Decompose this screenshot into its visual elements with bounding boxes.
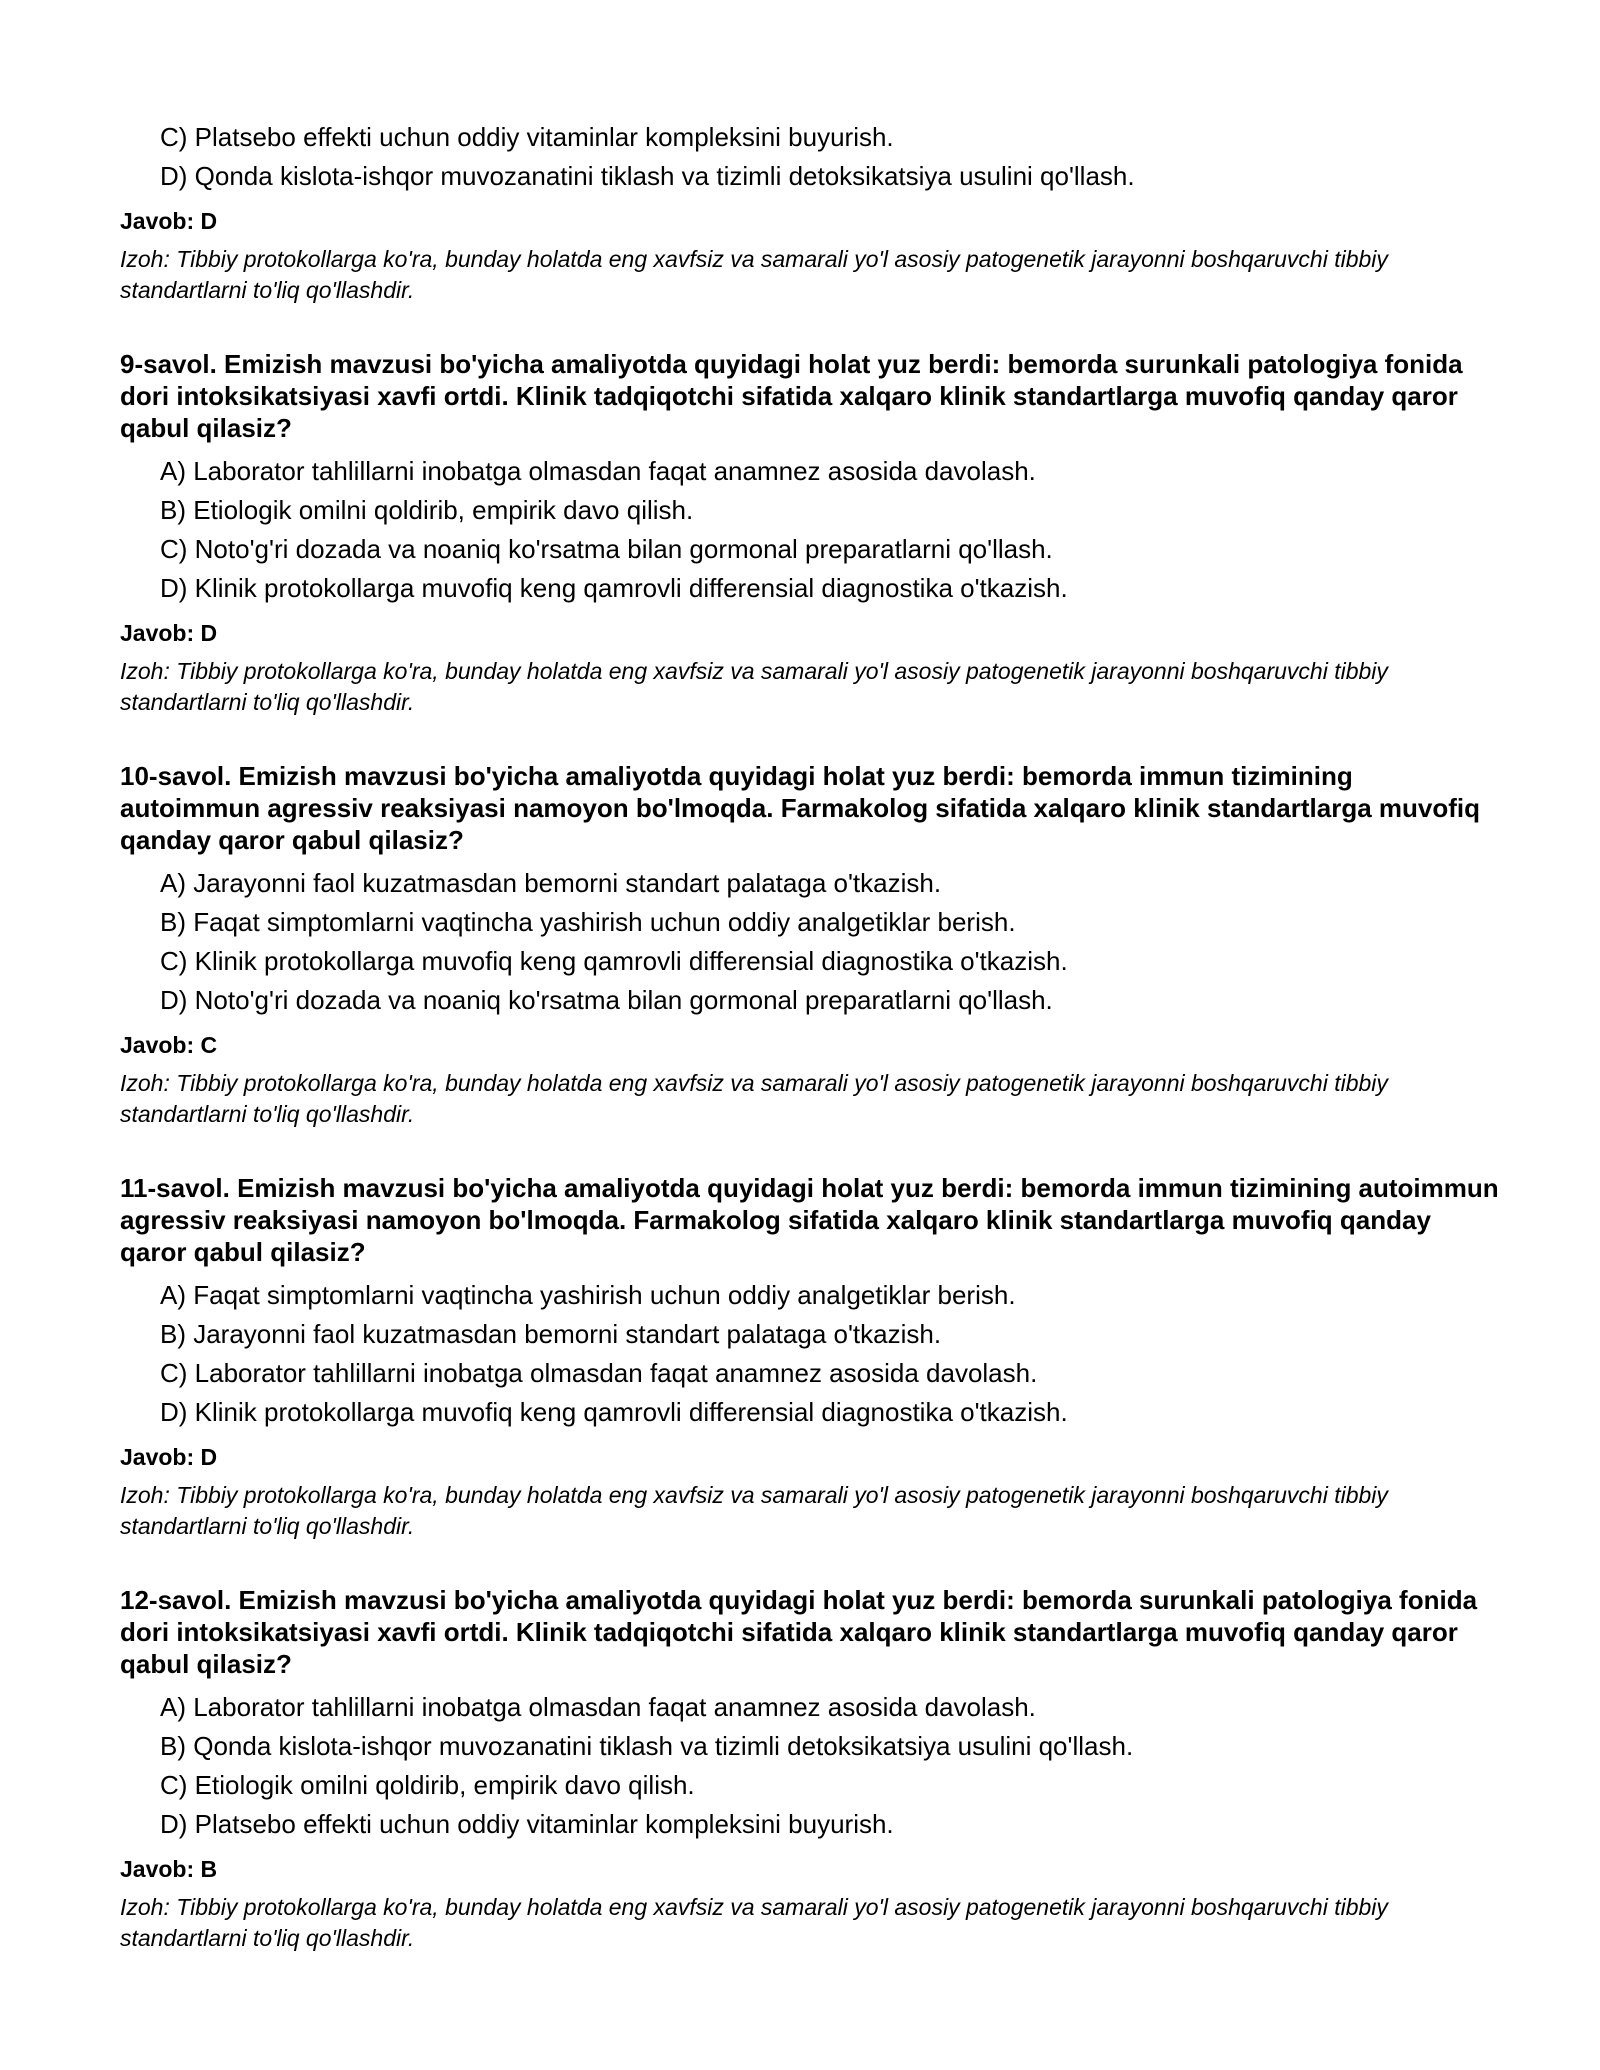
option-b: B) Jarayonni faol kuzatmasdan bemorni standart palataga o'tkazish. xyxy=(160,1319,942,1349)
option-d: D) Noto'g'ri dozada va noaniq ko'rsatma bilan gormonal preparatlarni qo'llash. xyxy=(160,985,1053,1015)
answer-label: Javob: B xyxy=(120,1856,218,1882)
option-c: C) Etiologik omilni qoldirib, empirik davo qilish. xyxy=(160,1770,695,1800)
answer-label: Javob: D xyxy=(120,620,218,646)
option-a: A) Laborator tahlillarni inobatga olmasdan faqat anamnez asosida davolash. xyxy=(160,456,1036,486)
option-b: B) Etiologik omilni qoldirib, empirik davo qilish. xyxy=(160,495,694,525)
question-block-12 xyxy=(120,1584,1500,1954)
option-a: A) Jarayonni faol kuzatmasdan bemorni standart palataga o'tkazish. xyxy=(160,868,942,898)
document-page xyxy=(120,118,1500,1954)
question-text: 9-savol. Emizish mavzusi bo'yicha amaliyotda quyidagi holat yuz berdi: bemorda surunkali patologiya fonida dori intoksikatsiyasi xavfi ortdi. Klinik tadqiqotchi sifatida xalqaro klinik standartlarga muvofiq qanday qaror qabul qilasiz? xyxy=(120,349,1463,443)
option-c: C) Noto'g'ri dozada va noaniq ko'rsatma bilan gormonal preparatlarni qo'llash. xyxy=(160,534,1053,564)
explanation-note: Izoh: Tibbiy protokollarga ko'ra, bunday holatda eng xavfsiz va samarali yo'l asosiy patogenetik jarayonni boshqaruvchi tibbiy standartlarni to'liq qo'llashdir. xyxy=(120,658,1388,715)
question-text: 10-savol. Emizish mavzusi bo'yicha amaliyotda quyidagi holat yuz berdi: bemorda immun tizimining autoimmun agressiv reaksiyasi namoyon bo'lmoqda. Farmakolog sifatida xalqaro klinik standartlarga muvofiq qanday qaror qabul qilasiz? xyxy=(120,761,1481,855)
option-c: C) Platsebo effekti uchun oddiy vitaminlar kompleksini buyurish. xyxy=(160,122,894,152)
explanation-note: Izoh: Tibbiy protokollarga ko'ra, bunday holatda eng xavfsiz va samarali yo'l asosiy patogenetik jarayonni boshqaruvchi tibbiy standartlarni to'liq qo'llashdir. xyxy=(120,246,1388,303)
option-a: A) Laborator tahlillarni inobatga olmasdan faqat anamnez asosida davolash. xyxy=(160,1692,1036,1722)
answer-label: Javob: C xyxy=(120,1032,218,1058)
option-d: D) Klinik protokollarga muvofiq keng qamrovli differensial diagnostika o'tkazish. xyxy=(160,1397,1068,1427)
option-c: C) Laborator tahlillarni inobatga olmasdan faqat anamnez asosida davolash. xyxy=(160,1358,1038,1388)
answer-label: Javob: D xyxy=(120,1444,218,1470)
option-d: D) Qonda kislota-ishqor muvozanatini tiklash va tizimli detoksikatsiya usulini qo'llash. xyxy=(160,161,1135,191)
explanation-note: Izoh: Tibbiy protokollarga ko'ra, bunday holatda eng xavfsiz va samarali yo'l asosiy patogenetik jarayonni boshqaruvchi tibbiy standartlarni to'liq qo'llashdir. xyxy=(120,1070,1388,1127)
option-a: A) Faqat simptomlarni vaqtincha yashirish uchun oddiy analgetiklar berish. xyxy=(160,1280,1016,1310)
question-text: 12-savol. Emizish mavzusi bo'yicha amaliyotda quyidagi holat yuz berdi: bemorda surunkali patologiya fonida dori intoksikatsiyasi xavfi ortdi. Klinik tadqiqotchi sifatida xalqaro klinik standartlarga muvofiq qanday qaror qabul qilasiz? xyxy=(120,1585,1478,1679)
question-block-10 xyxy=(120,760,1500,1130)
option-b: B) Faqat simptomlarni vaqtincha yashirish uchun oddiy analgetiklar berish. xyxy=(160,907,1016,937)
explanation-note: Izoh: Tibbiy protokollarga ko'ra, bunday holatda eng xavfsiz va samarali yo'l asosiy patogenetik jarayonni boshqaruvchi tibbiy standartlarni to'liq qo'llashdir. xyxy=(120,1894,1388,1951)
question-text: 11-savol. Emizish mavzusi bo'yicha amaliyotda quyidagi holat yuz berdi: bemorda immun tizimining autoimmun agressiv reaksiyasi namoyon bo'lmoqda. Farmakolog sifatida xalqaro klinik standartlarga muvofiq qanday qaror qabul qilasiz? xyxy=(120,1173,1499,1267)
question-block-9 xyxy=(120,348,1500,718)
question-fragment-8 xyxy=(120,118,1500,306)
option-d: D) Klinik protokollarga muvofiq keng qamrovli differensial diagnostika o'tkazish. xyxy=(160,573,1068,603)
option-c: C) Klinik protokollarga muvofiq keng qamrovli differensial diagnostika o'tkazish. xyxy=(160,946,1068,976)
option-b: B) Qonda kislota-ishqor muvozanatini tiklash va tizimli detoksikatsiya usulini qo'llash. xyxy=(160,1731,1134,1761)
question-block-11 xyxy=(120,1172,1500,1542)
explanation-note: Izoh: Tibbiy protokollarga ko'ra, bunday holatda eng xavfsiz va samarali yo'l asosiy patogenetik jarayonni boshqaruvchi tibbiy standartlarni to'liq qo'llashdir. xyxy=(120,1482,1388,1539)
answer-label: Javob: D xyxy=(120,208,218,234)
option-d: D) Platsebo effekti uchun oddiy vitaminlar kompleksini buyurish. xyxy=(160,1809,894,1839)
